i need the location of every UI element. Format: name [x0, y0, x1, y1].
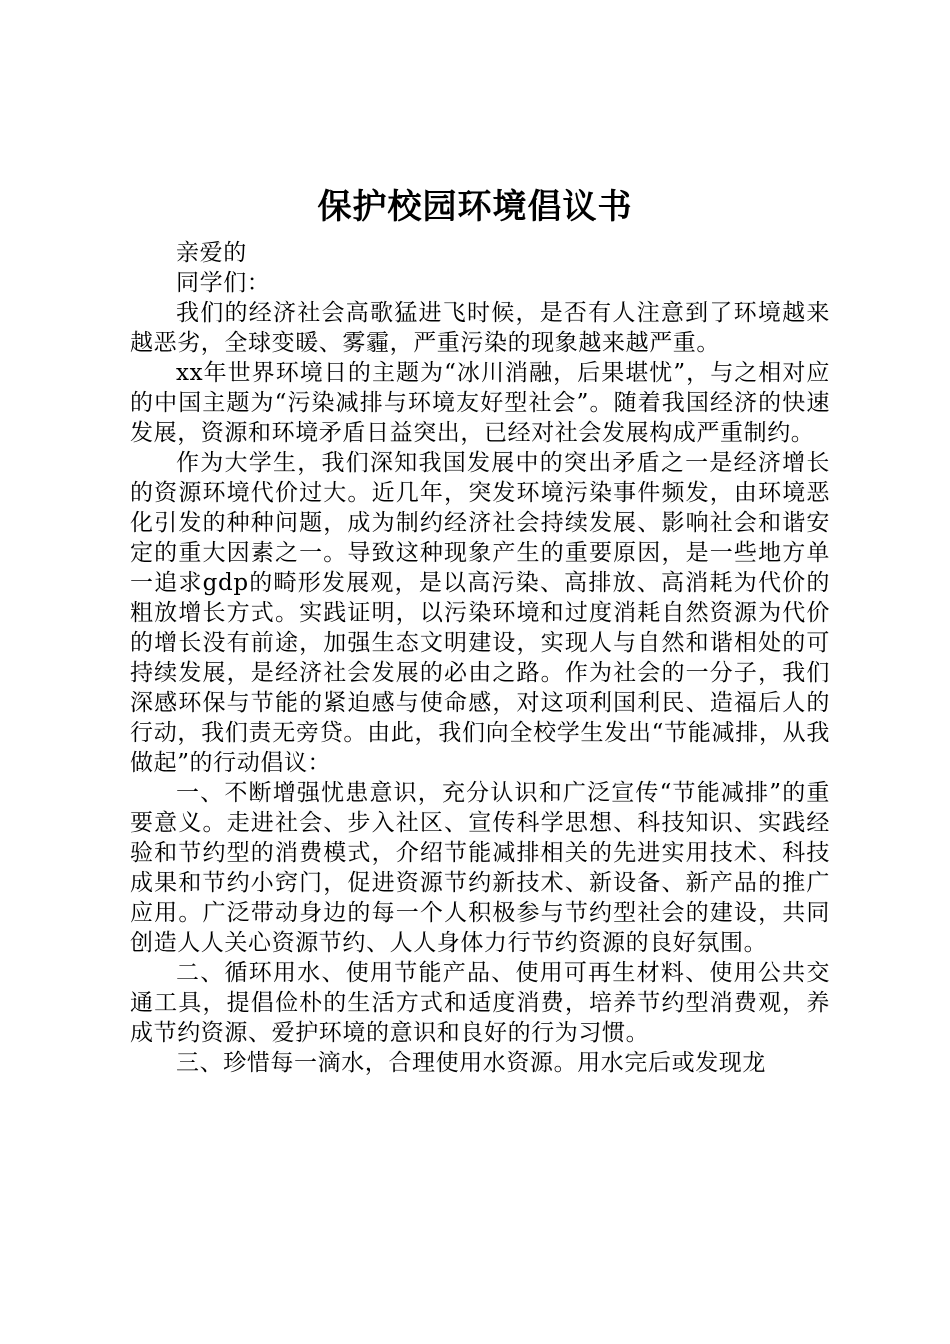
- document-title: 保护校园环境倡议书: [317, 187, 633, 227]
- salutation-line: 亲爱的: [176, 240, 247, 266]
- paragraph: 二、循环用水、使用节能产品、使用可再生材料、使用公共交通工具，提倡俭朴的生活方式和适度消费，培养节约型消费观，养成节约资源、爱护环境的意识和良好的行为习惯。: [130, 960, 830, 1046]
- paragraph: 作为大学生，我们深知我国发展中的突出矛盾之一是经济增长的资源环境代价过大。近几年，突发环境污染事件频发，由环境恶化引发的种种问题，成为制约经济社会持续发展、影响社会和谐安定的重大因素之一。导致这种现象产生的重要原因，是一些地方单一追求gdp的畸形发展观，是以高污染、高排放、高消耗为代价的粗放增长方式。实践证明，以污染环境和过度消耗自然资源为代价的增长没有前途，加强生态文明建设，实现人与自然和谐相处的可持续发展，是经济社会发展的必由之路。作为社会的一分子，我们深感环保与节能的紧迫感与使命感，对这项利国利民、造福后人的行动，我们责无旁贷。由此，我们向全校学生发出“节能减排，从我做起”的行动倡议：: [130, 450, 830, 776]
- salutation-line: 同学们：: [176, 270, 271, 296]
- paragraph: xx年世界环境日的主题为“冰川消融，后果堪忧”，与之相对应的中国主题为“污染减排与环境友好型社会”。随着我国经济的快速发展，资源和环境矛盾日益突出，已经对社会发展构成严重制约。: [130, 360, 830, 446]
- document-body: [130, 238, 830, 1078]
- paragraph: 一、不断增强忧患意识，充分认识和广泛宣传“节能减排”的重要意义。走进社会、步入社区、宣传科学思想、科技知识、实践经验和节约型的消费模式，介绍节能减排相关的先进实用技术、科技成果和节约小窍门，促进资源节约新技术、新设备、新产品的推广应用。广泛带动身边的每一个人积极参与节约型社会的建设，共同创造人人关心资源节约、人人身体力行节约资源的良好氛围。: [130, 780, 830, 956]
- paragraph: 三、珍惜每一滴水，合理使用水资源。用水完后或发现龙: [176, 1050, 766, 1076]
- paragraph: 我们的经济社会高歌猛进飞时候，是否有人注意到了环境越来越恶劣，全球变暖、雾霾，严重污染的现象越来越严重。: [130, 300, 830, 356]
